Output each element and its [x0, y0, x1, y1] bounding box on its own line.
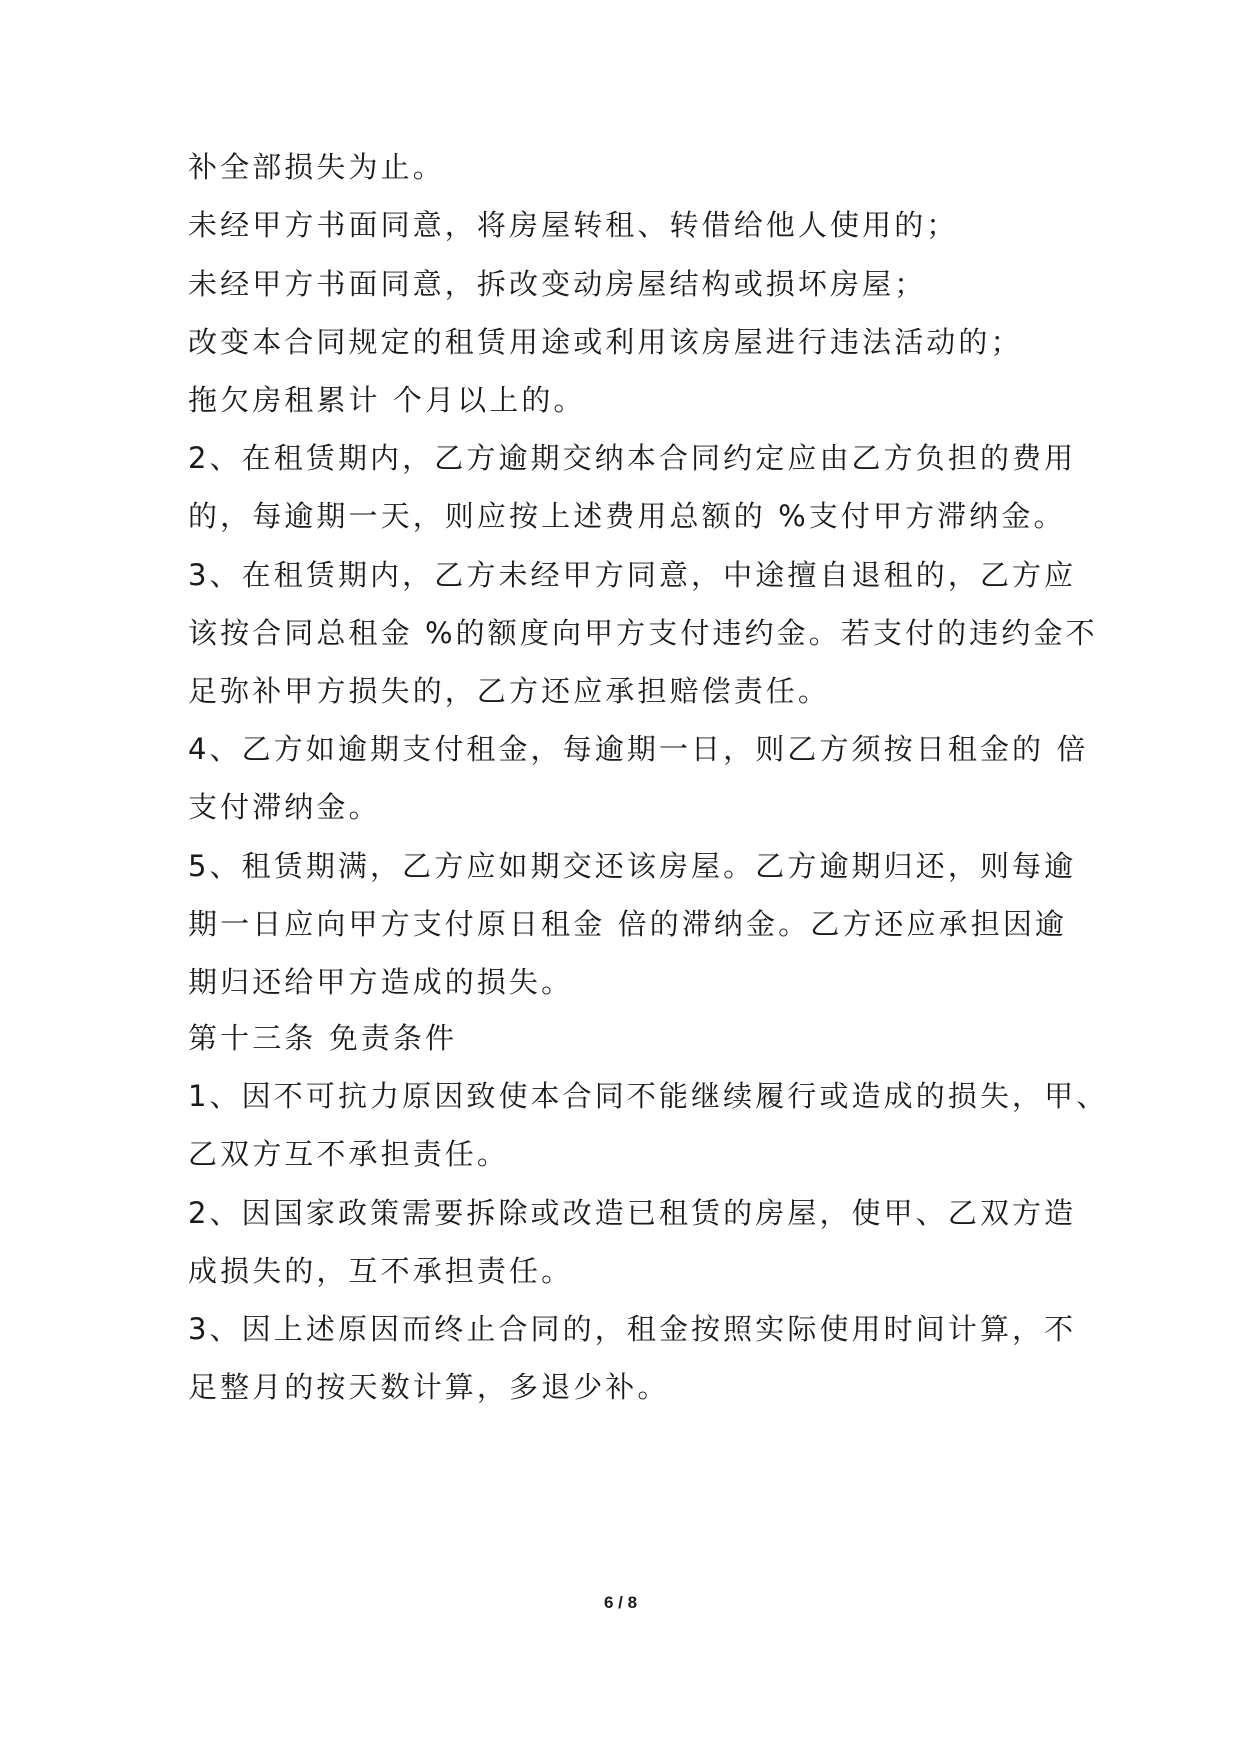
text-line: 3、在租赁期内，乙方未经甲方同意，中途擅自退租的，乙方应 [188, 558, 1077, 592]
text-line: 改变本合同规定的租赁用途或利用该房屋进行违法活动的； [188, 325, 1023, 359]
text-line: 4、乙方如逾期支付租金，每逾期一日，则乙方须按日租金的 倍 [188, 732, 1089, 766]
text-line: 3、因上述原因而终止合同的，租金按照实际使用时间计算，不 [188, 1312, 1077, 1346]
text-line: 拖欠房租累计 个月以上的。 [188, 383, 586, 417]
text-line: 支付滞纳金。 [188, 790, 381, 824]
text-line: 5、租赁期满，乙方应如期交还该房屋。乙方逾期归还，则每逾 [188, 849, 1077, 883]
page-number: 6 / 8 [603, 1593, 638, 1612]
text-line: 期一日应向甲方支付原日租金 倍的滞纳金。乙方还应承担因逾 [188, 907, 1068, 941]
section-heading: 第十三条 免责条件 [188, 1021, 458, 1055]
text-line: 乙双方互不承担责任。 [188, 1137, 510, 1171]
text-line: 足整月的按天数计算，多退少补。 [188, 1370, 670, 1404]
text-line: 的，每逾期一天，则应按上述费用总额的 %支付甲方滞纳金。 [188, 499, 1066, 533]
text-line: 2、因国家政策需要拆除或改造已租赁的房屋，使甲、乙双方造 [188, 1196, 1077, 1230]
text-line: 2、在租赁期内，乙方逾期交纳本合同约定应由乙方负担的费用 [188, 441, 1077, 475]
text-line: 期归还给甲方造成的损失。 [188, 965, 574, 999]
text-line: 补全部损失为止。 [188, 150, 445, 184]
text-line: 未经甲方书面同意，拆改变动房屋结构或损坏房屋； [188, 267, 927, 301]
text-line: 该按合同总租金 %的额度向甲方支付违约金。若支付的违约金不 [188, 616, 1098, 650]
text-line: 1、因不可抗力原因致使本合同不能继续履行或造成的损失，甲、 [188, 1079, 1109, 1113]
text-line: 未经甲方书面同意，将房屋转租、转借给他人使用的； [188, 208, 959, 242]
text-line: 成损失的，互不承担责任。 [188, 1254, 574, 1288]
text-line: 足弥补甲方损失的，乙方还应承担赔偿责任。 [188, 674, 831, 708]
